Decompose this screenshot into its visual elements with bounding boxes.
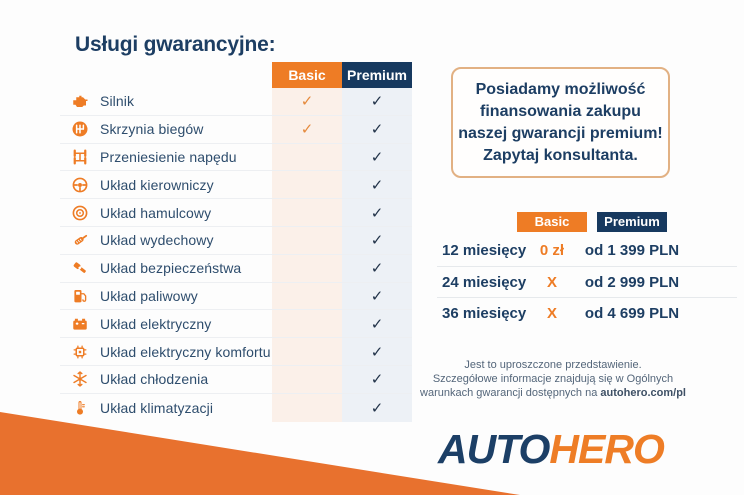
- pricing-period: 36 miesięcy: [442, 304, 527, 322]
- pricing-premium-value: od 4 699 PLN: [584, 304, 680, 322]
- engine-icon: [60, 88, 100, 115]
- premium-check-cell: ✓: [342, 255, 412, 282]
- warranty-table: [60, 62, 412, 422]
- page-title: Usługi gwarancyjne:: [75, 33, 276, 56]
- autohero-logo: [438, 427, 664, 471]
- warranty-header-basic: Basic: [272, 62, 342, 88]
- warranty-table-header: [60, 62, 412, 88]
- basic-check-cell: [272, 144, 342, 171]
- pricing-basic-value: X: [546, 273, 557, 291]
- pricing-row: [437, 297, 737, 328]
- financing-promo-box: [451, 67, 670, 178]
- pricing-table-header: [437, 212, 737, 232]
- pricing-row: [437, 235, 737, 266]
- pricing-basic-value: 0 zł: [539, 242, 565, 259]
- thermometer-icon: [60, 394, 100, 422]
- basic-check-cell: ✓: [272, 116, 342, 143]
- chip-icon: [60, 338, 100, 365]
- warranty-row: [60, 366, 412, 394]
- pricing-period: 12 miesięcy: [442, 242, 527, 259]
- premium-check-cell: ✓: [342, 310, 412, 337]
- warranty-row-label: Układ bezpieczeństwa: [100, 260, 242, 277]
- brake-disc-icon: [60, 199, 100, 226]
- premium-check-cell: ✓: [342, 116, 412, 143]
- gearbox-icon: [60, 116, 100, 143]
- warranty-row: [60, 227, 412, 255]
- exhaust-icon: [60, 227, 100, 254]
- premium-check-cell: ✓: [342, 338, 412, 365]
- warranty-row-label: Układ paliwowy: [100, 287, 198, 304]
- battery-icon: [60, 310, 100, 337]
- warranty-row: [60, 116, 412, 144]
- warranty-row-label: Układ wydechowy: [100, 232, 214, 249]
- fuel-pump-icon: [60, 283, 100, 310]
- premium-check-cell: ✓: [342, 227, 412, 254]
- warranty-row-label: Układ elektryczny komfortu: [100, 343, 271, 360]
- promo-line: Zapytaj konsultanta.: [483, 146, 638, 164]
- pricing-basic-value: X: [546, 304, 557, 322]
- pricing-period: 24 miesięcy: [442, 273, 527, 291]
- warranty-header-premium: Premium: [342, 62, 412, 88]
- disclaimer-line: warunkach gwarancji dostępnych na autohero.com/pl: [420, 387, 686, 399]
- basic-check-cell: [272, 227, 342, 254]
- premium-check-cell: ✓: [342, 283, 412, 310]
- warranty-row-label: Układ chłodzenia: [100, 371, 209, 388]
- warranty-row-label: Układ kierowniczy: [100, 176, 214, 193]
- warranty-row: [60, 394, 412, 422]
- warranty-row-label: Silnik: [100, 93, 135, 110]
- basic-check-cell: [272, 394, 342, 422]
- premium-check-cell: ✓: [342, 366, 412, 393]
- basic-check-cell: [272, 338, 342, 365]
- basic-check-cell: [272, 283, 342, 310]
- warranty-row: [60, 144, 412, 172]
- warranty-row: [60, 199, 412, 227]
- warranty-row-label: Skrzynia biegów: [100, 121, 204, 138]
- basic-check-cell: [272, 171, 342, 198]
- logo-auto-text: AUTO: [438, 426, 550, 472]
- pricing-premium-value: od 1 399 PLN: [584, 242, 680, 259]
- steering-wheel-icon: [60, 171, 100, 198]
- pricing-header-premium: Premium: [597, 212, 667, 232]
- seatbelt-icon: [60, 255, 100, 282]
- premium-check-cell: ✓: [342, 171, 412, 198]
- warranty-row-label: Układ klimatyzacji: [100, 399, 214, 416]
- basic-check-cell: [272, 310, 342, 337]
- warranty-row: [60, 338, 412, 366]
- warranty-row: [60, 171, 412, 199]
- disclaimer-line: Szczegółowe informacje znajdują się w Ogólnych: [432, 373, 674, 385]
- warranty-row: [60, 255, 412, 283]
- premium-check-cell: ✓: [342, 394, 412, 422]
- drivetrain-icon: [60, 144, 100, 171]
- premium-check-cell: ✓: [342, 199, 412, 226]
- promo-line: finansowania zakupu: [480, 102, 641, 120]
- warranty-row-label: Przeniesienie napędu: [100, 148, 237, 165]
- logo-hero-text: HERO: [549, 426, 664, 472]
- basic-check-cell: [272, 366, 342, 393]
- warranty-rows: [60, 88, 412, 422]
- disclaimer-line: Jest to uproszczone przedstawienie.: [464, 359, 642, 371]
- basic-check-cell: [272, 255, 342, 282]
- warranty-row: [60, 88, 412, 116]
- basic-check-cell: [272, 199, 342, 226]
- warranty-row: [60, 310, 412, 338]
- pricing-premium-value: od 2 999 PLN: [584, 273, 680, 291]
- premium-check-cell: ✓: [342, 88, 412, 115]
- warranty-row-label: Układ hamulcowy: [100, 204, 212, 221]
- disclaimer: [420, 358, 686, 400]
- premium-check-cell: ✓: [342, 144, 412, 171]
- pricing-rows: [437, 235, 737, 328]
- snowflake-icon: [60, 366, 100, 393]
- warranty-row: [60, 283, 412, 311]
- autohero-url: autohero.com/pl: [600, 387, 686, 399]
- warranty-row-label: Układ elektryczny: [100, 315, 212, 332]
- promo-line: naszej gwarancji premium!: [458, 124, 663, 142]
- pricing-table: [437, 212, 737, 328]
- pricing-row: [437, 266, 737, 297]
- promo-line: Posiadamy możliwość: [475, 80, 646, 98]
- pricing-header-basic: Basic: [517, 212, 587, 232]
- basic-check-cell: ✓: [272, 88, 342, 115]
